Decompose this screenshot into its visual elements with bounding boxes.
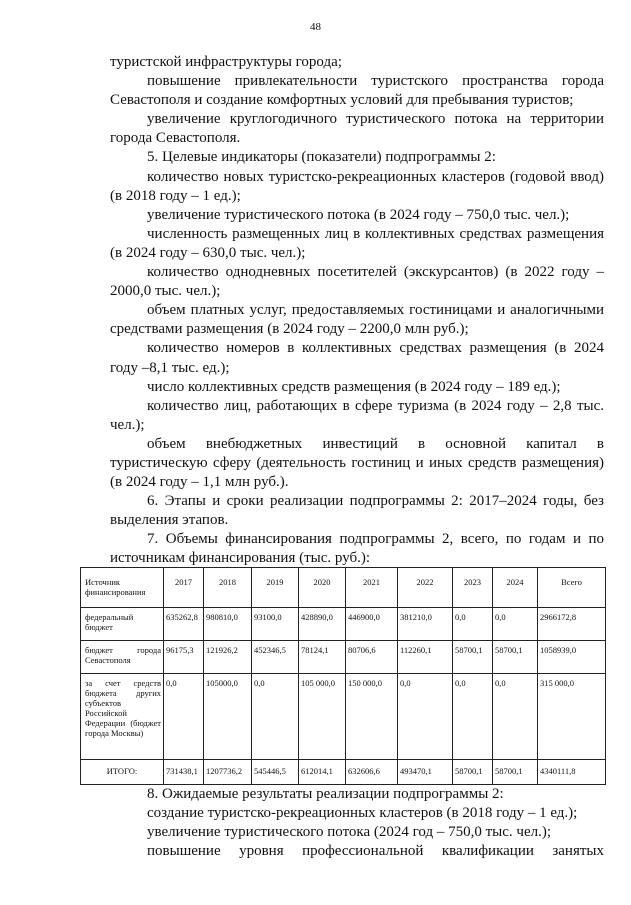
table-total-row <box>81 760 606 785</box>
section-heading: 5. Целевые индикаторы (показатели) подпрограммы 2: <box>147 149 496 166</box>
body-text <box>110 53 604 569</box>
table-cell: федеральный бюджет <box>81 608 164 641</box>
table-cell: 58700,1 <box>493 760 538 785</box>
section-heading: 7. Объемы финансирования подпрограммы 2, всего, по годам и по источникам финансирования (тыс. руб.): <box>110 531 604 567</box>
table-cell: 150 000,0 <box>346 674 398 760</box>
table-cell: 93100,0 <box>252 608 299 641</box>
table-cell: 315 000,0 <box>538 674 606 760</box>
table-cell: 731438,1 <box>164 760 204 785</box>
table-cell: 0,0 <box>493 608 538 641</box>
body-text-continued <box>110 785 604 861</box>
table-header-cell: 2017 <box>164 568 204 608</box>
table-cell: 58700,1 <box>453 760 493 785</box>
table-cell: 0,0 <box>164 674 204 760</box>
paragraph: повышение привлекательности туристского пространства города Севастополя и создание комфортных условий для пребывания туристов; <box>110 73 604 109</box>
table-cell: 0,0 <box>252 674 299 760</box>
table-cell: 428890,0 <box>299 608 346 641</box>
table-row <box>81 674 606 760</box>
table-header-cell: 2021 <box>346 568 398 608</box>
table-cell: 80706,6 <box>346 641 398 674</box>
table-cell: 112260,1 <box>398 641 453 674</box>
paragraph: туристской инфраструктуры города; <box>110 54 342 70</box>
section-heading: 6. Этапы и сроки реализации подпрограммы 2: 2017–2024 годы, без выделения этапов. <box>110 493 604 529</box>
table-row <box>81 608 606 641</box>
paragraph: численность размещенных лиц в коллективных средствах размещения (в 2024 году – 630,0 тыс. чел.); <box>110 225 604 261</box>
table-header-row <box>81 568 606 608</box>
paragraph: увеличение туристического потока (2024 год – 750,0 тыс. чел.); <box>147 824 552 841</box>
table-cell: 105 000,0 <box>299 674 346 760</box>
table-cell: ИТОГО: <box>81 760 164 785</box>
table-cell: 78124,1 <box>299 641 346 674</box>
paragraph: объем внебюджетных инвестиций в основной капитал в туристическую сферу (деятельность гостиниц и иных средств размещения) (в 2024 году – 1,1 млн руб.). <box>110 435 604 491</box>
paragraph: увеличение круглогодичного туристического потока на территории города Севастополя. <box>110 111 604 147</box>
table-header-cell: 2024 <box>493 568 538 608</box>
table-cell: 0,0 <box>453 674 493 760</box>
table-header-cell: 2019 <box>252 568 299 608</box>
paragraph: увеличение туристического потока (в 2024 году – 750,0 тыс. чел.); <box>147 206 570 223</box>
table-cell: 105000,0 <box>204 674 252 760</box>
table-cell: 58700,1 <box>453 641 493 674</box>
table-cell: 452346,5 <box>252 641 299 674</box>
table-header-cell: Источник финансирования <box>81 568 164 608</box>
table-row <box>81 641 606 674</box>
table-cell: за счет средств бюджета других субъектов Российской Федерации (бюджет города Москвы) <box>81 674 164 760</box>
table-cell: 121926,2 <box>204 641 252 674</box>
paragraph: количество номеров в коллективных средствах размещения (в 2024 году –8,1 тыс. ед.); <box>110 340 604 376</box>
table-cell: 0,0 <box>453 608 493 641</box>
table-cell: 381210,0 <box>398 608 453 641</box>
paragraph: количество однодневных посетителей (экскурсантов) (в 2022 году – 2000,0 тыс. чел.); <box>110 264 604 300</box>
paragraph: объем платных услуг, предоставляемых гостиницами и аналогичными средствами размещения (в 2024 году – 2200,0 млн руб.); <box>110 302 604 338</box>
table-cell: 980810,0 <box>204 608 252 641</box>
table-cell: 4340111,8 <box>538 760 606 785</box>
table-cell: 446900,0 <box>346 608 398 641</box>
table-cell: 1207736,2 <box>204 760 252 785</box>
paragraph: количество лиц, работающих в сфере туризма (в 2024 году – 2,8 тыс. чел.); <box>110 397 604 433</box>
table-header-cell: 2018 <box>204 568 252 608</box>
table-cell: 2966172,8 <box>538 608 606 641</box>
table-cell: 96175,3 <box>164 641 204 674</box>
table-cell: 612014,1 <box>299 760 346 785</box>
paragraph: количество новых туристско-рекреационных кластеров (годовой ввод) (в 2018 году – 1 ед.); <box>110 168 604 204</box>
table-header-cell: 2022 <box>398 568 453 608</box>
paragraph: создание туристско-рекреационных кластеров (в 2018 году – 1 ед.); <box>147 805 578 822</box>
paragraph: повышение уровня профессиональной квалификации занятых <box>147 843 604 860</box>
table-cell: 632606,6 <box>346 760 398 785</box>
paragraph: число коллективных средств размещения (в 2024 году – 189 ед.); <box>147 378 561 395</box>
page-number: 48 <box>310 21 321 33</box>
financing-table-wrapper <box>80 567 605 785</box>
table-cell: 1058939,0 <box>538 641 606 674</box>
financing-table <box>80 567 606 785</box>
table-header-cell: 2020 <box>299 568 346 608</box>
table-cell: 545446,5 <box>252 760 299 785</box>
table-cell: 0,0 <box>398 674 453 760</box>
section-heading: 8. Ожидаемые результаты реализации подпрограммы 2: <box>147 786 504 802</box>
table-cell: бюджет города Севастополя <box>81 641 164 674</box>
table-header-cell: 2023 <box>453 568 493 608</box>
table-cell: 58700,1 <box>493 641 538 674</box>
table-header-cell: Всего <box>538 568 606 608</box>
table-cell: 493470,1 <box>398 760 453 785</box>
table-cell: 0,0 <box>493 674 538 760</box>
table-cell: 635262,8 <box>164 608 204 641</box>
